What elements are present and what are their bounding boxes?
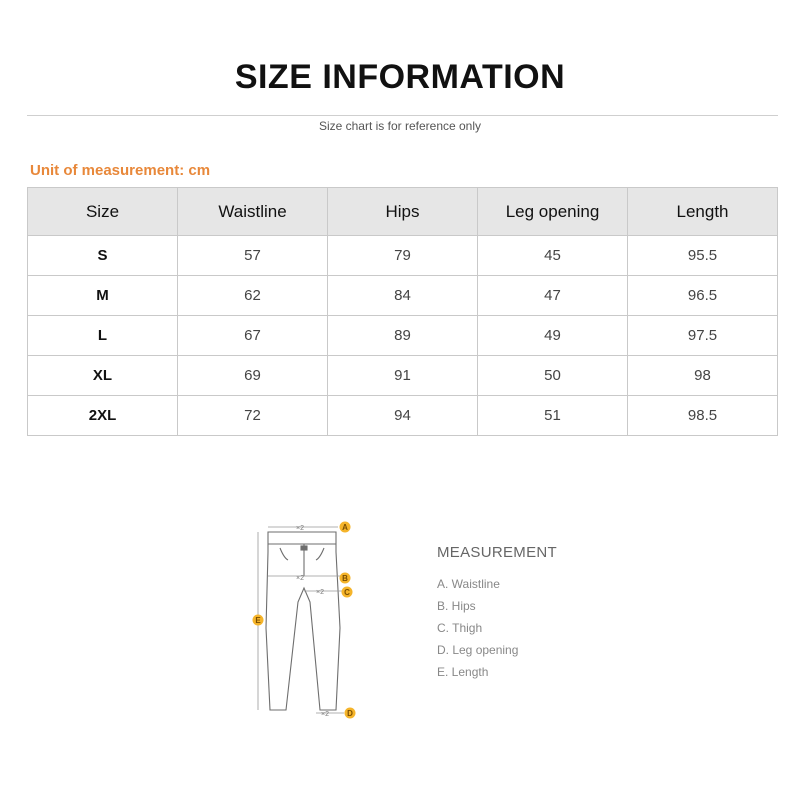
- hips-cell: 89: [328, 316, 478, 356]
- hips-cell: 79: [328, 236, 478, 276]
- measurement-item: A. Waistline: [437, 577, 500, 591]
- measurement-item: B. Hips: [437, 599, 476, 613]
- dimension-lines: [258, 527, 348, 713]
- column-header-waistline: Waistline: [178, 188, 328, 236]
- svg-text:E: E: [255, 616, 261, 625]
- waistline-cell: 72: [178, 396, 328, 436]
- measurement-item: D. Leg opening: [437, 643, 519, 657]
- table-row: [28, 276, 778, 316]
- length-cell: 98: [628, 356, 778, 396]
- column-header-size: Size: [28, 188, 178, 236]
- waistline-cell: 62: [178, 276, 328, 316]
- svg-text:A: A: [342, 523, 348, 532]
- size-cell: M: [28, 276, 178, 316]
- marker-d-icon: [345, 708, 356, 719]
- multiplier-label-d: ×2: [321, 711, 329, 718]
- leg-opening-cell: 50: [478, 356, 628, 396]
- measurement-list: [437, 576, 518, 686]
- leg-opening-cell: 49: [478, 316, 628, 356]
- pants-outline-icon: [266, 532, 340, 710]
- svg-text:D: D: [347, 709, 353, 718]
- table-row: [28, 356, 778, 396]
- leg-opening-cell: 51: [478, 396, 628, 436]
- hips-cell: 94: [328, 396, 478, 436]
- measurement-item: C. Thigh: [437, 621, 483, 635]
- marker-e-icon: [253, 615, 264, 626]
- table-header-row: [28, 188, 778, 236]
- waistline-cell: 67: [178, 316, 328, 356]
- waistline-cell: 69: [178, 356, 328, 396]
- multiplier-label-c: ×2: [316, 589, 324, 596]
- marker-c-icon: [342, 587, 353, 598]
- unit-label: Unit of measurement: cm: [30, 162, 211, 179]
- title-divider: [27, 115, 778, 116]
- length-cell: 98.5: [628, 396, 778, 436]
- page-subtitle: Size chart is for reference only: [318, 119, 482, 133]
- table-row: [28, 316, 778, 356]
- length-cell: 95.5: [628, 236, 778, 276]
- waistline-cell: 57: [178, 236, 328, 276]
- marker-a-icon: [340, 522, 351, 533]
- page-title: SIZE INFORMATION: [234, 58, 566, 96]
- svg-text:B: B: [342, 574, 348, 583]
- multiplier-label-a: ×2: [296, 525, 304, 532]
- multiplier-label-b: ×2: [296, 575, 304, 582]
- size-cell: 2XL: [28, 396, 178, 436]
- marker-b-icon: [340, 573, 351, 584]
- pants-diagram: [240, 510, 370, 730]
- measurement-title: MEASUREMENT: [437, 544, 557, 561]
- hips-cell: 84: [328, 276, 478, 316]
- size-cell: S: [28, 236, 178, 276]
- table-row: [28, 396, 778, 436]
- measurement-item: E. Length: [437, 665, 489, 679]
- column-header-hips: Hips: [328, 188, 478, 236]
- leg-opening-cell: 47: [478, 276, 628, 316]
- svg-text:C: C: [344, 588, 350, 597]
- size-table: [27, 187, 778, 436]
- size-cell: XL: [28, 356, 178, 396]
- size-cell: L: [28, 316, 178, 356]
- column-header-leg-opening: Leg opening: [478, 188, 628, 236]
- leg-opening-cell: 45: [478, 236, 628, 276]
- length-cell: 97.5: [628, 316, 778, 356]
- column-header-length: Length: [628, 188, 778, 236]
- table-row: [28, 236, 778, 276]
- hips-cell: 91: [328, 356, 478, 396]
- length-cell: 96.5: [628, 276, 778, 316]
